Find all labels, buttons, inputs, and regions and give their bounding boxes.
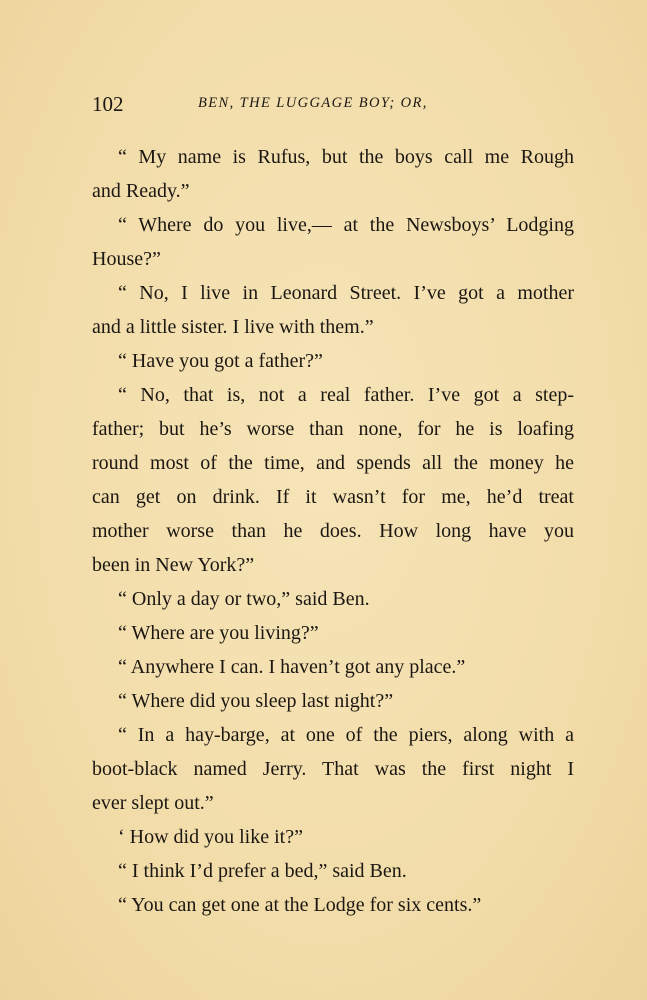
paragraph <box>92 616 574 650</box>
paragraph <box>92 378 574 582</box>
paragraph <box>92 820 574 854</box>
paragraph <box>92 718 574 820</box>
text-line: “ I think I’d prefer a bed,” said Ben. <box>118 860 407 882</box>
text-line: been in New York?” <box>92 554 255 576</box>
text-line: “ You can get one at the Lodge for six cents.” <box>118 894 482 916</box>
text-line: and a little sister. I live with them.” <box>92 316 374 338</box>
text-line: round most of the time, and spends all the money he <box>92 452 574 474</box>
body-text <box>92 140 574 922</box>
text-line: and Ready.” <box>92 180 190 202</box>
text-line: “ Only a day or two,” said Ben. <box>118 588 370 610</box>
text-line: boot-black named Jerry. That was the first night I <box>92 758 574 780</box>
text-line: “ Have you got a father?” <box>118 350 323 372</box>
text-line: “ No, I live in Leonard Street. I’ve got a mother <box>118 282 574 304</box>
text-line: “ Anywhere I can. I haven’t got any place.” <box>118 656 466 678</box>
paragraph <box>92 650 574 684</box>
text-line: ever slept out.” <box>92 792 214 814</box>
text-line: “ In a hay-barge, at one of the piers, along with a <box>118 724 574 746</box>
paragraph <box>92 208 574 276</box>
text-line: father; but he’s worse than none, for he is loafing <box>92 418 574 440</box>
page-header <box>92 92 574 122</box>
text-line: ‘ How did you like it?” <box>118 826 303 848</box>
text-line: House?” <box>92 248 161 270</box>
text-line: “ My name is Rufus, but the boys call me Rough <box>118 146 574 168</box>
text-line: “ Where do you live,— at the Newsboys’ Lodging <box>118 214 574 236</box>
text-line: can get on drink. If it wasn’t for me, he’d treat <box>92 486 574 508</box>
paragraph <box>92 684 574 718</box>
text-line: “ Where did you sleep last night?” <box>118 690 394 712</box>
paragraph <box>92 140 574 208</box>
page-number: 102 <box>92 92 124 116</box>
paragraph <box>92 888 574 922</box>
paragraph <box>92 582 574 616</box>
paragraph <box>92 854 574 888</box>
paragraph <box>92 276 574 344</box>
text-line: mother worse than he does. How long have you <box>92 520 574 542</box>
text-line: “ No, that is, not a real father. I’ve got a step- <box>118 384 574 406</box>
paragraph <box>92 344 574 378</box>
text-line: “ Where are you living?” <box>118 622 319 644</box>
running-title: BEN, THE LUGGAGE BOY; OR, <box>198 95 428 111</box>
